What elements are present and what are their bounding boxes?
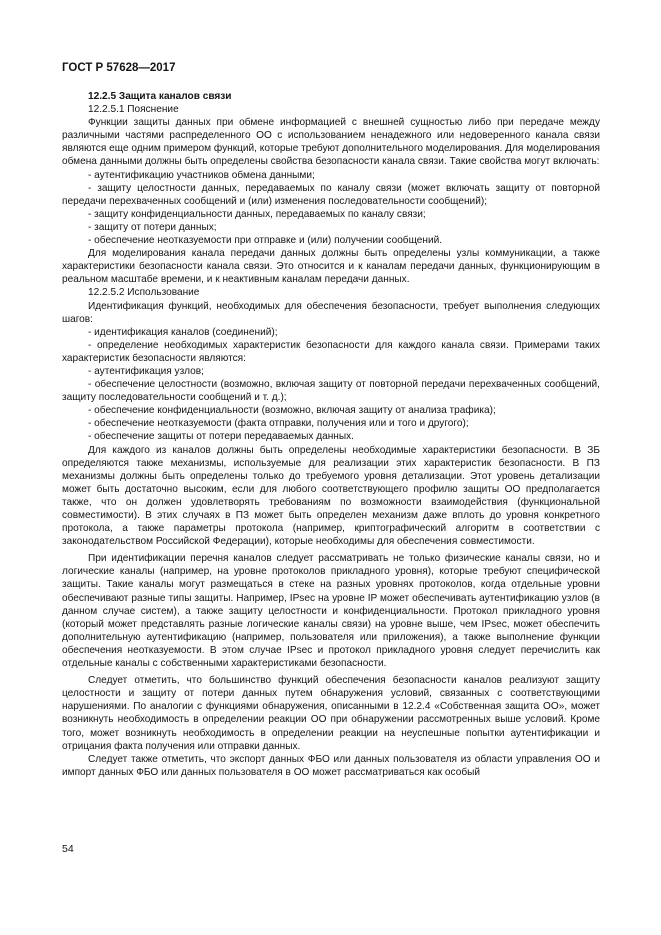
paragraph: 12.2.5.1 Пояснение [88,104,179,116]
list-item: - защиту целостности данных, передаваемых по каналу связи (может включать защиту от повторной передачи перехваченных сообщений и (или) изменения последовательности сообщений); [62,182,600,207]
list-item: - защиту от потери данных; [88,221,217,233]
list-item: - защиту конфиденциальности данных, передаваемых по каналу связи; [88,208,426,220]
paragraph-list [62,103,600,779]
paragraph: Следует также отметить, что экспорт данных ФБО или данных пользователя из области управления ОО и импорт данных ФБО или данных пользователя в ОО может рассматриваться как особый [62,753,600,778]
list-item: - обеспечение конфиденциальности (возможно, включая защиту от анализа трафика); [88,405,496,417]
list-item: - обеспечение неотказуемости (факта отправки, получения или и того и другого); [88,418,469,430]
list-item: - обеспечение целостности (возможно, включая защиту от повторной передачи перехваченных сообщений, защиту последовательности сообщений и т. д.); [62,379,600,404]
section-heading: 12.2.5 Защита каналов связи [88,91,232,102]
paragraph: 12.2.5.2 Использование [88,287,200,299]
paragraph: Идентификация функций, необходимых для обеспечения безопасности, требует выполнения следующих шагов: [62,300,600,325]
paragraph: Для каждого из каналов должны быть определены необходимые характеристики безопасности. В ЗБ определяются также механизмы, используемые для реализации этих характеристик безопасности. В ПЗ механизмы должны быть определены только до требуемого уровня детализации. Этот уровень детализации может быть достаточно высоким, если для любого соответствующего профилю защиты ОО предполагается также, что он должен удовлетворять требованиям по возможности взаимодействия (функциональной совместимости). В этих случаях в ПЗ может быть определен механизм даже вплоть до уровня конкретного протокола, а также параметры протокола (например, криптографический алгоритм в соответствии с законодательством Российской Федерации), которые необходимы для обеспечения совместимости. [62,444,600,548]
paragraph: Для моделирования канала передачи данных должны быть определены узлы коммуникации, а также характеристики безопасности канала связи. Это относится и к каналам передачи данных, функционирующим в реальном масштабе времени, и к неактивным каналам передачи данных. [62,248,600,286]
paragraph: При идентификации перечня каналов следует рассматривать не только физические каналы связи, но и логические каналы (например, на уровне протоколов прикладного уровня), которые требуют специфической защиты. Такие каналы могут размещаться в стеке на разных уровнях протоколов, когда отдельные уровни обеспечивают разные типы защиты. Например, IPsec на уровне IP может обеспечивать аутентификацию узлов (в данном случае систем), а также защиту целостности и конфиденциальности. Протокол прикладного уровня (который может представлять разные логические каналы связи) на уровне выше, чем IPsec, может обеспечить дополнительную аутентификацию (например, пользователя или приложения), а также выполнение функции обеспечения неотказуемости. В этом случае IPsec и протокол прикладного уровня следует перечислить как отдельные каналы с собственными характеристиками безопасности. [62,553,600,670]
page-number: 54 [62,843,74,855]
page-content [62,90,600,779]
list-item: - аутентификацию участников обмена данными; [88,169,315,181]
list-item: - обеспечение защиты от потери передаваемых данных. [88,431,354,443]
list-item: - аутентификация узлов; [88,365,204,377]
paragraph: Следует отметить, что большинство функций обеспечения безопасности каналов реализуют защиту целостности и защиту от потери данных путем обнаружения условий, связанных с соответствующими нарушениями. По аналогии с функциями обнаружения, описанными в 12.2.4 «Собственная защита ОО», может возникнуть необходимость в определении реакции ОО при обнаружении рассмотренных выше условий. Кроме того, может возникнуть необходимость в определении реакции на неуспешные попытки аутентификации и отрицания факта получения или отправки данных. [62,675,600,752]
list-item: - идентификация каналов (соединений); [88,326,278,338]
list-item: - определение необходимых характеристик безопасности для каждого канала связи. Примерами таких характеристик безопасности являются: [62,339,600,364]
list-item: - обеспечение неотказуемости при отправке и (или) получении сообщений. [88,235,443,247]
paragraph: Функции защиты данных при обмене информацией с внешней сущностью либо при передаче между различными частями распределенного ОО с использованием ненадежного или недоверенного канала связи являются еще одним примером функций, которые требуют дополнительного моделирования. Для моделирования обмена данными должны быть определены свойства безопасности канала связи. Такие свойства могут включать: [62,117,600,168]
document-header: ГОСТ Р 57628—2017 [62,62,176,74]
